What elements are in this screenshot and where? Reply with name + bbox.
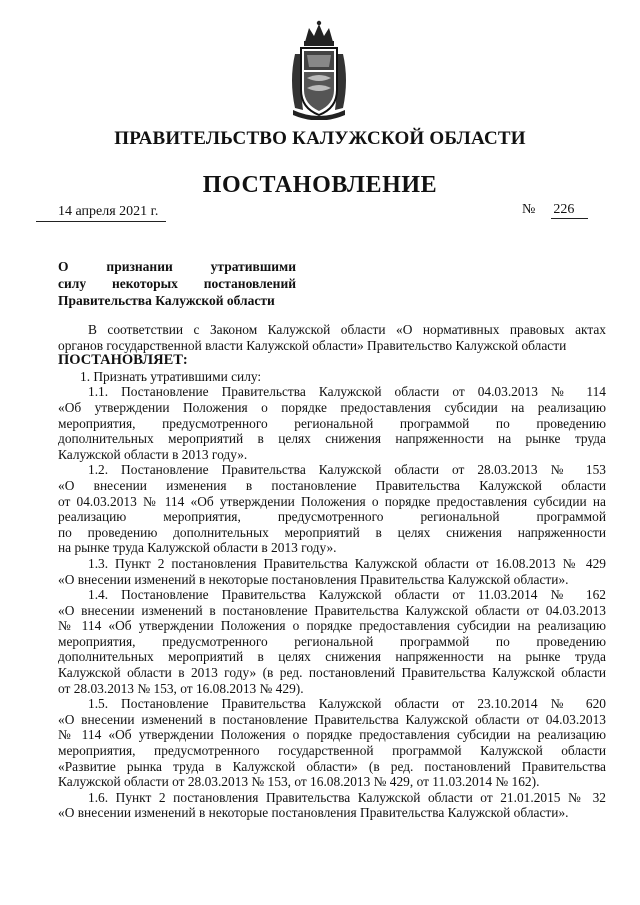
item-line: Калужской области от 28.03.2013 № 153, от 16.08.2013 № 429, от 11.03.2014 № 162). [58,774,540,790]
item-line: мероприятия, предусмотренного региональной программой по проведению [58,633,606,649]
subject-line: силу некоторых постановлений [58,276,296,291]
document-number [522,202,588,219]
document-type-title: ПОСТАНОВЛЕНИЕ [202,172,438,198]
item-line: 1.6. Пункт 2 постановления Правительства Калужской области от 21.01.2015 № 32 [88,789,606,805]
item-line: Калужской области в 2013 году» (в ред. постановлений Правительства Калужской области [58,665,606,681]
document-body [58,322,606,821]
item-line: «О внесении изменений в постановление Правительства Калужской области от 04.03.2013 [58,602,606,618]
item-line: мероприятия, предусмотренного государственной программой Калужской области [58,743,606,759]
preamble-line: В соответствии с Законом Калужской области «О нормативных правовых актах [88,322,606,337]
document-subject [58,258,296,309]
item-line: от 28.03.2013 № 153, от 16.08.2013 № 429). [58,680,304,696]
item-line: дополнительных мероприятий в целях снижения напряженности на рынке труда [58,431,606,447]
item-line: дополнительных мероприятий в целях снижения напряженности на рынке труда [58,649,606,665]
item-line: 1.5. Постановление Правительства Калужской области от 23.10.2014 № 620 [88,696,606,712]
coat-of-arms-icon [285,20,353,120]
subject-line: Правительства Калужской области [58,293,275,308]
item-line: по проведению дополнительных мероприятий в целях снижения напряженности [58,524,606,540]
government-title: ПРАВИТЕЛЬСТВО КАЛУЖСКОЙ ОБЛАСТИ [114,128,526,149]
subject-line: О признании утратившими [58,259,296,274]
item-line: Калужской области в 2013 году». [58,446,248,462]
item-line: «О внесении изменения в постановление Правительства Калужской области [58,477,606,493]
date-underline [36,221,166,222]
item-line: «Развитие рынка труда в Калужской области» (в ред. постановлений Правительства [58,758,606,774]
number-value: 226 [551,202,588,219]
preamble-line: органов государственной власти Калужской области» Правительство Калужской области [58,337,567,353]
document-date: 14 апреля 2021 г. [58,204,159,219]
item-line: на рынке труда Калужской области в 2013 году». [58,540,337,556]
item-line: 1.2. Постановление Правительства Калужской области от 28.03.2013 № 153 [88,462,606,478]
number-sign: № [522,202,536,217]
item-line: 1.3. Пункт 2 постановления Правительства Калужской области от 16.08.2013 № 429 [88,555,606,571]
decides-heading: ПОСТАНОВЛЯЕТ: [58,353,188,369]
item-line: «О внесении изменений в некоторые постановления Правительства Калужской области». [58,805,569,821]
item-line: от 04.03.2013 № 114 «Об утверждении Положения о порядке предоставления субсидии на [58,493,606,509]
point-1: 1. Признать утратившими силу: [80,368,262,384]
item-line: «О внесении изменений в некоторые постановления Правительства Калужской области». [58,571,569,587]
item-line: «О внесении изменений в постановление Правительства Калужской области от 04.03.2013 [58,711,606,727]
item-line: 1.4. Постановление Правительства Калужской области от 11.03.2014 № 162 [88,587,606,603]
item-line: № 114 «Об утверждении Положения о порядке предоставления субсидии на реализацию [58,618,606,634]
item-line: мероприятия, предусмотренного региональной программой по проведению [58,415,606,431]
item-line: «Об утверждении Положения о порядке предоставления субсидии на реализацию [58,399,606,415]
item-line: № 114 «Об утверждении Положения о порядке предоставления субсидии на реализацию [58,727,606,743]
item-line: реализацию мероприятия, предусмотренного региональной программой [58,509,606,525]
item-line: 1.1. Постановление Правительства Калужской области от 04.03.2013 № 114 [88,384,606,400]
